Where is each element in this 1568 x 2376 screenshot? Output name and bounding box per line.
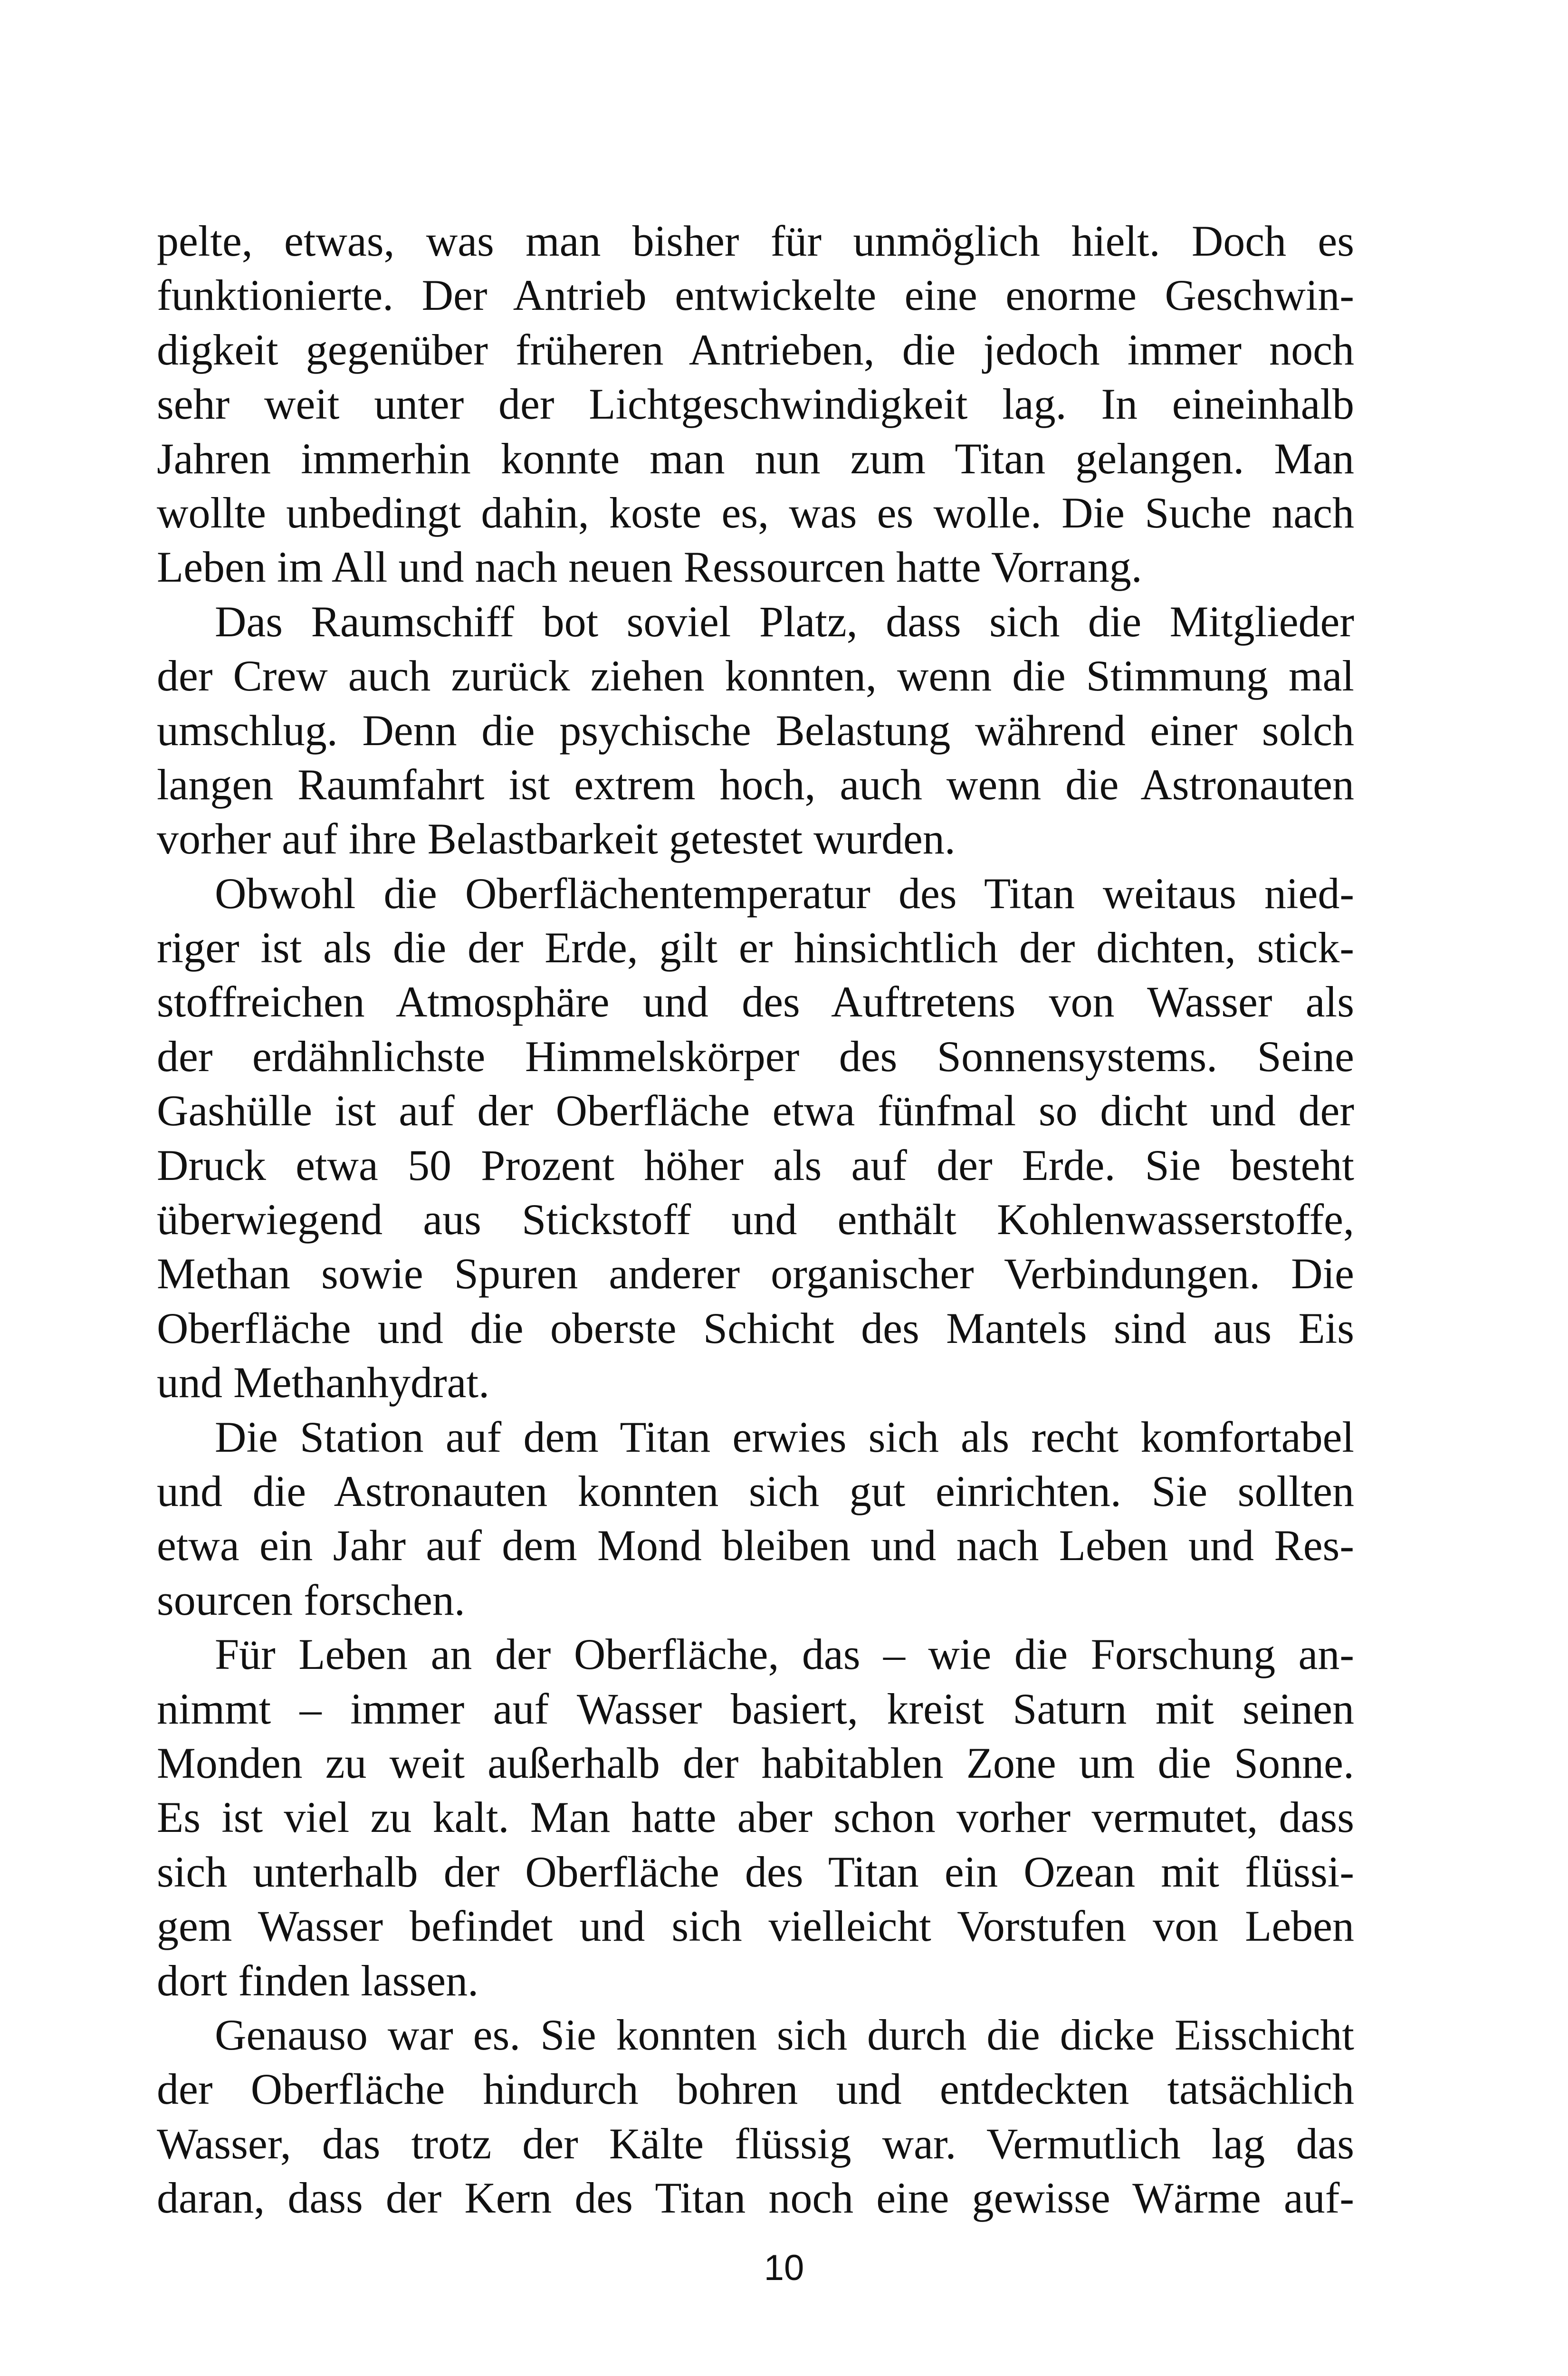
- paragraph: [157, 594, 1354, 866]
- paragraph: [157, 214, 1354, 594]
- text-line: Gashülle ist auf der Oberfläche etwa fünfmal so dicht und der: [157, 1086, 1354, 1135]
- text-line: Oberfläche und die oberste Schicht des Mantels sind aus Eis: [157, 1303, 1354, 1352]
- text-line: langen Raumfahrt ist extrem hoch, auch wenn die Astronauten: [157, 760, 1354, 809]
- text-line: umschlug. Denn die psychische Belastung während einer solch: [157, 706, 1354, 755]
- paragraph: [157, 1410, 1354, 1628]
- text-line: Monden zu weit außerhalb der habitablen Zone um die Sonne.: [157, 1738, 1354, 1787]
- text-line: digkeit gegenüber früheren Antrieben, die jedoch immer noch: [157, 325, 1354, 374]
- text-line: wollte unbedingt dahin, koste es, was es wolle. Die Suche nach: [157, 488, 1354, 537]
- text-line: pelte, etwas, was man bisher für unmöglich hielt. Doch es: [157, 217, 1354, 265]
- text-line: Wasser, das trotz der Kälte flüssig war. Vermutlich lag das: [157, 2119, 1354, 2168]
- text-line: Jahren immerhin konnte man nun zum Titan gelangen. Man: [157, 434, 1354, 483]
- text-line: vorher auf ihre Belastbarkeit getestet wurden.: [157, 814, 956, 863]
- text-line: Die Station auf dem Titan erwies sich als recht komfortabel: [215, 1412, 1354, 1461]
- text-line: sehr weit unter der Lichtgeschwindigkeit lag. In eineinhalb: [157, 380, 1354, 429]
- text-line: Das Raumschiff bot soviel Platz, dass sich die Mitglieder: [215, 597, 1354, 646]
- text-line: stoffreichen Atmosphäre und des Auftretens von Wasser als: [157, 977, 1354, 1026]
- paragraph: [157, 2008, 1354, 2225]
- page-body-text: [157, 214, 1354, 2225]
- text-line: Obwohl die Oberflächentemperatur des Titan weitaus nied-: [215, 869, 1354, 918]
- text-line: gem Wasser befindet und sich vielleicht Vorstufen von Leben: [157, 1902, 1354, 1951]
- text-line: Druck etwa 50 Prozent höher als auf der Erde. Sie besteht: [157, 1140, 1354, 1189]
- text-line: der Crew auch zurück ziehen konnten, wenn die Stimmung mal: [157, 651, 1354, 700]
- text-line: der Oberfläche hindurch bohren und entdeckten tatsächlich: [157, 2065, 1354, 2114]
- paragraph: [157, 866, 1354, 1410]
- text-line: Leben im All und nach neuen Ressourcen hatte Vorrang.: [157, 543, 1142, 592]
- text-line: Für Leben an der Oberfläche, das – wie die Forschung an-: [215, 1630, 1354, 1679]
- page-number: 10: [764, 2248, 804, 2288]
- text-line: nimmt – immer auf Wasser basiert, kreist Saturn mit seinen: [157, 1684, 1354, 1733]
- text-line: der erdähnlichste Himmelskörper des Sonnensystems. Seine: [157, 1032, 1354, 1081]
- text-line: daran, dass der Kern des Titan noch eine gewisse Wärme auf-: [157, 2174, 1354, 2223]
- paragraph: [157, 1627, 1354, 2008]
- text-line: Es ist viel zu kalt. Man hatte aber schon vorher vermutet, dass: [157, 1793, 1354, 1842]
- text-line: sourcen forschen.: [157, 1575, 465, 1624]
- text-line: etwa ein Jahr auf dem Mond bleiben und nach Leben und Res-: [157, 1521, 1354, 1570]
- text-line: dort finden lassen.: [157, 1956, 479, 2005]
- text-line: überwiegend aus Stickstoff und enthält Kohlenwasserstoffe,: [157, 1195, 1354, 1244]
- text-line: funktionierte. Der Antrieb entwickelte eine enorme Geschwin-: [157, 271, 1354, 320]
- text-line: sich unterhalb der Oberfläche des Titan ein Ozean mit flüssi-: [157, 1847, 1354, 1896]
- text-line: riger ist als die der Erde, gilt er hinsichtlich der dichten, stick-: [157, 923, 1354, 972]
- text-line: Genauso war es. Sie konnten sich durch die dicke Eisschicht: [215, 2010, 1354, 2059]
- text-line: Methan sowie Spuren anderer organischer Verbindungen. Die: [157, 1249, 1354, 1298]
- text-line: und die Astronauten konnten sich gut einrichten. Sie sollten: [157, 1466, 1354, 1515]
- text-line: und Methanhydrat.: [157, 1358, 490, 1407]
